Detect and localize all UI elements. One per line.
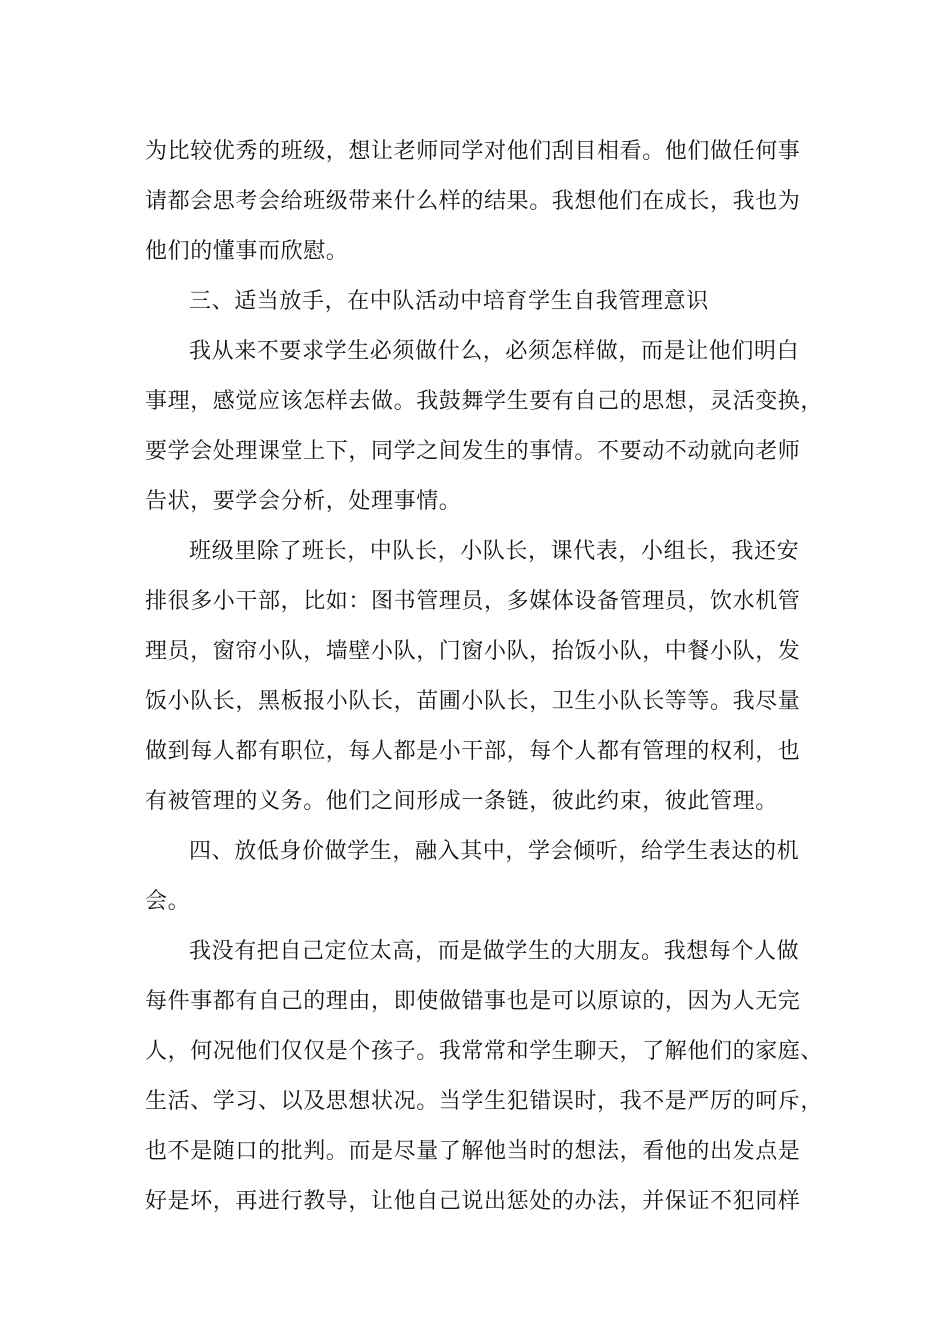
text-line-20: 生活、学习、以及思想状况。当学生犯错误时，我不是严厉的呵斥，: [145, 1089, 824, 1114]
text-line-8: 告状，要学会分析，处理事情。: [145, 489, 462, 514]
text-line-5: 我从来不要求学生必须做什么，必须怎样做，而是让他们明白: [189, 339, 800, 364]
text-line-22: 好是坏，再进行教导，让他自己说出惩处的办法，并保证不犯同样: [145, 1189, 801, 1214]
text-line-12: 饭小队长，黑板报小队长，苗圃小队长，卫生小队长等等。我尽量: [145, 689, 801, 714]
text-line-21: 也不是随口的批判。而是尽量了解他当时的想法，看他的出发点是: [145, 1139, 801, 1164]
text-line-2: 请都会思考会给班级带来什么样的结果。我想他们在成长，我也为: [145, 189, 801, 214]
text-line-18: 每件事都有自己的理由，即使做错事也是可以原谅的，因为人无完: [145, 989, 801, 1014]
text-line-9: 班级里除了班长，中队长，小队长，课代表，小组长，我还安: [189, 539, 800, 564]
section-heading-4: 四、放低身价做学生，融入其中，学会倾听，给学生表达的机: [189, 839, 800, 864]
text-line-7: 要学会处理课堂上下，同学之间发生的事情。不要动不动就向老师: [145, 439, 801, 464]
text-line-10: 排很多小干部，比如：图书管理员，多媒体设备管理员，饮水机管: [145, 589, 801, 614]
text-line-1: 为比较优秀的班级，想让老师同学对他们刮目相看。他们做任何事: [145, 139, 801, 164]
text-line-11: 理员，窗帘小队，墙壁小队，门窗小队，抬饭小队，中餐小队，发: [145, 639, 801, 664]
section-heading-3: 三、适当放手，在中队活动中培育学生自我管理意识: [189, 289, 709, 314]
text-line-17: 我没有把自己定位太高，而是做学生的大朋友。我想每个人做: [189, 939, 800, 964]
text-line-16: 会。: [145, 889, 191, 914]
text-line-13: 做到每人都有职位，每人都是小干部，每个人都有管理的权利，也: [145, 739, 801, 764]
text-line-14: 有被管理的义务。他们之间形成一条链，彼此约束，彼此管理。: [145, 789, 778, 814]
text-line-19: 人，何况他们仅仅是个孩子。我常常和学生聊天，了解他们的家庭、: [145, 1039, 824, 1064]
text-line-6: 事理，感觉应该怎样去做。我鼓舞学生要有自己的思想，灵活变换，: [145, 389, 824, 414]
text-line-3: 他们的懂事而欣慰。: [145, 239, 349, 264]
